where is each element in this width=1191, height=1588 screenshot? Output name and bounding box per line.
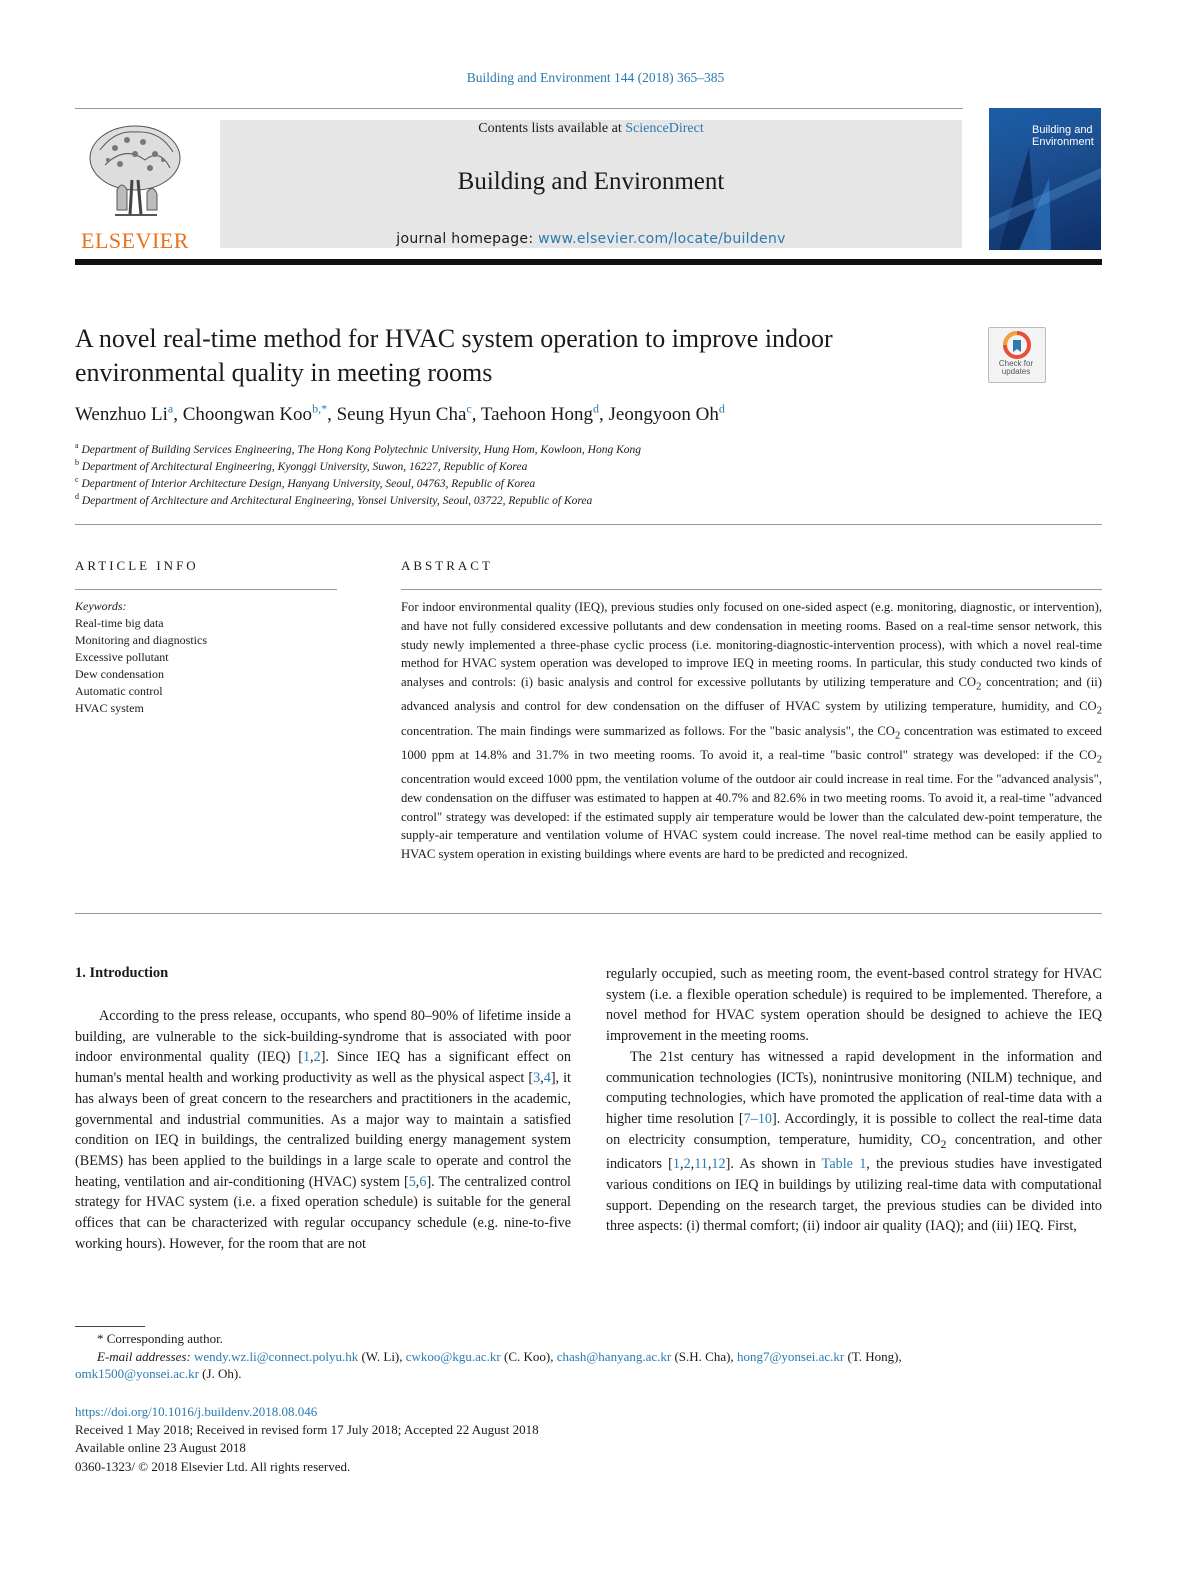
abstract-divider xyxy=(401,589,1102,590)
body-text: concentration, and other indicators [ xyxy=(606,1131,1102,1173)
body-text: ]. As shown in xyxy=(725,1156,822,1173)
affiliation-key: a xyxy=(75,441,79,451)
homepage-prefix: journal homepage: xyxy=(396,231,539,247)
cover-title: Building and Environment xyxy=(1032,124,1094,148)
citation-link[interactable]: 11 xyxy=(694,1156,708,1173)
email-owner: (T. Hong), xyxy=(844,1348,902,1364)
affiliation-text: Department of Interior Architecture Design, Hanyang University, Seoul, 04763, Republic of Korea xyxy=(81,478,536,490)
keyword-item: Monitoring and diagnostics xyxy=(75,633,207,647)
email-owner: (S.H. Cha), xyxy=(671,1348,737,1364)
check-for-updates-label: Check for updates xyxy=(998,359,1034,376)
table-link[interactable]: Table 1 xyxy=(821,1156,867,1173)
email-addresses-cont xyxy=(75,1365,1102,1383)
keyword-item: Automatic control xyxy=(75,684,163,698)
publication-metadata xyxy=(75,1403,1102,1476)
contents-prefix: Contents lists available at xyxy=(478,121,626,136)
body-text: ]. Accordingly, it is possible to collect the real-time data on electricity consumption, temperature, humidity, CO xyxy=(606,1110,1103,1148)
citation-link[interactable]: 2 xyxy=(683,1156,691,1173)
keyword-item: Excessive pollutant xyxy=(75,650,169,664)
author-affil-mark[interactable]: d xyxy=(718,401,725,416)
citation-link[interactable]: 1 xyxy=(302,1049,311,1066)
affiliation-divider xyxy=(75,524,1102,525)
affiliation-key: d xyxy=(75,492,79,502)
citation-link[interactable]: 4 xyxy=(543,1070,551,1087)
elsevier-wordmark: ELSEVIER xyxy=(81,228,189,253)
body-paragraph: regularly occupied, such as meeting room, the event-based control strategy for HVAC system (i.e. a flexible operation schedule) is required to be implemented. Therefore, a novel method for HVAC system operation should be designed to achieve the IEQ improvement in the meeting rooms. xyxy=(606,966,1102,1045)
author-name[interactable]: Jeongyoon Oh xyxy=(608,404,719,425)
received-dates: Received 1 May 2018; Received in revised form 17 July 2018; Accepted 22 August 2018 xyxy=(75,1422,539,1438)
affiliation-list xyxy=(75,442,1102,510)
author-name[interactable]: Seung Hyun Cha xyxy=(336,404,467,425)
abstract-paragraph xyxy=(401,598,1102,864)
citation-link[interactable]: 12 xyxy=(711,1156,726,1173)
article-title: A novel real-time method for HVAC system operation to improve indoor environmental quality in meeting rooms xyxy=(75,324,833,387)
author-affil-mark[interactable]: b,* xyxy=(312,401,328,416)
body-paragraph: According to the press release, occupants, who spend 80–90% of lifetime inside a building, are vulnerable to the sick-building-syndrome that is associated with poor indoor environmental quality (IEQ) [1,2]. Since IEQ has a significant effect on human's mental health and working productivity as well as the physical aspect [3,4], it has always been of great concern to the researchers and practitioners in the academic, governmental and industrial communities. As a major way to maintain a satisfied condition on IEQ in buildings, the centralized building energy management system (BEMS) has been applied to the buildings in a large scale to operate and control the heating, ventilation and air-conditioning (HVAC) system [5,6]. The centralized control strategy for HVAC system (i.e. a fixed operation schedule) is suitable for the general offices that can be characterized with regular occupancy schedule (e.g. nine-to-five working hours). However, for the room that are not xyxy=(75,1008,571,1252)
subscript-2: 2 xyxy=(976,681,982,693)
email-link[interactable]: cwkoo@kgu.ac.kr xyxy=(405,1348,501,1364)
email-link[interactable]: hong7@yonsei.ac.kr xyxy=(736,1348,845,1364)
email-label: E-mail addresses: xyxy=(97,1348,195,1364)
section-heading-introduction: 1. Introduction xyxy=(75,965,169,981)
abstract-text-part: concentration. The main findings were summarized as follows. For the "basic analysis", the CO xyxy=(401,723,895,738)
citation-link[interactable]: 6 xyxy=(419,1173,427,1190)
author-name[interactable]: Taehoon Hong xyxy=(480,404,594,425)
body-text: The 21st century has witnessed a rapid development in the information and communication technologies (ICTs), nonintrusive monitoring (NILM) technique, and computing technologies, which have promoted the application of real-time data with a higher time resolution [ xyxy=(606,1048,1102,1127)
citation-link[interactable]: 3 xyxy=(533,1070,541,1087)
journal-name: Building and Environment xyxy=(457,168,725,195)
citation-link[interactable]: 7–10 xyxy=(743,1110,773,1127)
citation-link[interactable]: 1 xyxy=(672,1156,681,1173)
affiliation-key: b xyxy=(75,458,79,468)
affiliation-text: Department of Architecture and Architectural Engineering, Yonsei University, Seoul, 03722, Republic of Korea xyxy=(81,495,593,507)
abstract-text-part: concentration was estimated to exceed 1000 ppm at 14.8% and 31.7% in two meeting rooms. To avoid it, a real-time "basic control" strategy was developed: if the CO xyxy=(401,723,1102,762)
abstract-heading: ABSTRACT xyxy=(401,558,493,573)
body-text: ]. The centralized control strategy for HVAC system (i.e. a fixed operation schedule) is suitable for the general offices that can be characterized with regular occupancy schedule (e.g. nine-to-five working hours). However, for the room that are not xyxy=(75,1173,571,1252)
affiliation-key: c xyxy=(75,475,79,485)
email-link[interactable]: chash@hanyang.ac.kr xyxy=(556,1348,672,1364)
body-text: , the previous studies have investigated various conditions on IEQ in buildings by utilizing real-time data with computational support. Depending on the research target, the previous studies can be divided into three aspects: (i) thermal comfort; (ii) indoor air quality (IAQ); and (iii) IEQ. First, xyxy=(606,1156,1102,1235)
author-separator: , xyxy=(471,404,481,425)
author-separator: , xyxy=(327,404,337,425)
email-owner: (W. Li), xyxy=(358,1348,406,1364)
body-paragraph: The 21st century has witnessed a rapid development in the information and communication technologies (ICTs), nonintrusive monitoring (NILM) technique, and computing technologies, which have promoted the application of real-time data with a higher time resolution [7–10]. Accordingly, it is possible to collect the real-time data on electricity consumption, temperature, humidity, $CO_2$ concentration, and other indicators [1,2,11,12]. As shown in Table 1, the previous studies have investigated various conditions on IEQ in buildings by utilizing real-time data with computational support. Depending on the research target, the previous studies can be divided into three aspects: (i) thermal comfort; (ii) indoor air quality (IAQ); and (iii) IEQ. First, xyxy=(606,1048,1103,1235)
subscript-2: 2 xyxy=(940,1136,947,1151)
body-text: ], it has always been of great concern to the researchers and practitioners in the academic, governmental and industrial communities. As a major way to maintain a satisfied condition on IEQ in buildings, the centralized building energy management system (BEMS) has been applied to the buildings in a large scale to operate and control the heating, ventilation and air-conditioning (HVAC) system [ xyxy=(75,1070,571,1190)
available-online: Available online 23 August 2018 xyxy=(75,1440,246,1456)
article-info-divider xyxy=(75,589,337,590)
affiliation-item xyxy=(75,459,1102,476)
abstract-text-part: concentration; and (ii) advanced analysis and control for dew condensation on the diffuser of HVAC system by utilizing temperature, humidity, and CO xyxy=(401,675,1103,714)
sciencedirect-link[interactable]: ScienceDirect xyxy=(625,121,704,136)
email-owner: (J. Oh). xyxy=(198,1366,242,1381)
keyword-item: HVAC system xyxy=(75,701,144,715)
body-text: According to the press release, occupants, who spend 80–90% of lifetime inside a building, are vulnerable to the sick-building-syndrome that is associated with poor indoor environmental quality (IEQ) [ xyxy=(75,1008,571,1066)
doi-link[interactable]: https://doi.org/10.1016/j.buildenv.2018.08.046 xyxy=(75,1404,318,1419)
citation-link[interactable]: 5 xyxy=(408,1173,416,1190)
journal-citation[interactable]: Building and Environment 144 (2018) 365–385 xyxy=(466,70,725,85)
author-separator: , xyxy=(173,404,183,425)
email-owner: (C. Koo), xyxy=(500,1348,557,1364)
abstract-text-part: For indoor environmental quality (IEQ), previous studies only focused on one-sided aspect (e.g. monitoring, diagnostic, or intervention), and have not fully considered excessive pollutants and dew condensation in meeting rooms. Based on a real-time sensor network, this study newly implemented a three-phase cyclic process (i.e. monitoring-diagnostic-intervention process), with which a novel real-time method for HVAC system operation was developed to improve IEQ in meeting rooms. In particular, this study conducted two kinds of analyses and controls: (i) basic analysis and control for excessive pollutants by utilizing temperature and CO xyxy=(401,600,1102,689)
author-name[interactable]: Choongwan Koo xyxy=(182,404,313,425)
check-updates-icon xyxy=(989,328,1045,362)
abstract-end-divider xyxy=(75,913,1102,914)
homepage-link[interactable]: www.elsevier.com/locate/buildenv xyxy=(538,231,786,247)
subscript-2: 2 xyxy=(1096,705,1102,717)
footnotes xyxy=(75,1330,1102,1383)
affiliation-item xyxy=(75,442,1102,459)
author-name[interactable]: Wenzhuo Li xyxy=(75,404,168,425)
keywords-label: Keywords: xyxy=(75,599,127,613)
affiliation-text: Department of Building Services Engineering, The Hong Kong Polytechnic University, Hung Hom, Kowloon, Hong Kong xyxy=(81,444,642,456)
affiliation-item xyxy=(75,476,1102,493)
footnote-divider xyxy=(75,1326,145,1327)
article-info-heading: ARTICLE INFO xyxy=(75,558,199,573)
body-column-right xyxy=(606,964,1102,1237)
keyword-item: Dew condensation xyxy=(75,667,164,681)
subscript-2: 2 xyxy=(894,730,901,742)
abstract-text-part: concentration would exceed 1000 ppm, the ventilation volume of the outdoor air could increase in real time. For the "advanced analysis", dew condensation on the diffuser was estimated to happen at 40.7% and 82.6% in two meeting rooms. To avoid it, a real-time "advanced control" strategy was developed: if the estimated supply air temperature would be lower than the calculated dew-point temperature, the supply-air temperature and ventilation volume of HVAC system could increase. The novel real-time method can be easily applied to HVAC system operation in existing buildings where events are hard to be predicted and recognized. xyxy=(401,772,1102,862)
body-column-left xyxy=(75,1006,571,1254)
author-affil-mark[interactable]: c xyxy=(466,401,472,416)
header-thick-divider xyxy=(75,259,1102,265)
author-affil-mark[interactable]: d xyxy=(593,401,600,416)
keyword-item: Real-time big data xyxy=(75,616,164,630)
affiliation-item xyxy=(75,493,1102,510)
top-divider xyxy=(75,108,963,109)
email-addresses xyxy=(75,1348,1102,1366)
homepage-line xyxy=(220,231,962,247)
body-text: ]. Since IEQ has a significant effect on human's mental health and working productivity as well as the physical aspect [ xyxy=(75,1049,571,1087)
contents-line xyxy=(220,121,962,137)
author-separator: , xyxy=(599,404,609,425)
author-list xyxy=(75,401,1102,426)
affiliation-text: Department of Architectural Engineering, Kyonggi University, Suwon, 16227, Republic of Korea xyxy=(81,461,528,473)
email-link[interactable]: wendy.wz.li@connect.polyu.hk xyxy=(194,1348,359,1364)
corresponding-author-note: * Corresponding author. xyxy=(97,1331,224,1346)
author-affil-mark[interactable]: a xyxy=(167,401,174,416)
email-link[interactable]: omk1500@yonsei.ac.kr xyxy=(75,1366,199,1381)
subscript-2: 2 xyxy=(1096,754,1102,766)
citation-link[interactable]: 2 xyxy=(313,1049,321,1066)
keywords-block xyxy=(75,598,337,717)
copyright-notice: 0360-1323/ © 2018 Elsevier Ltd. All rights reserved. xyxy=(75,1458,351,1474)
